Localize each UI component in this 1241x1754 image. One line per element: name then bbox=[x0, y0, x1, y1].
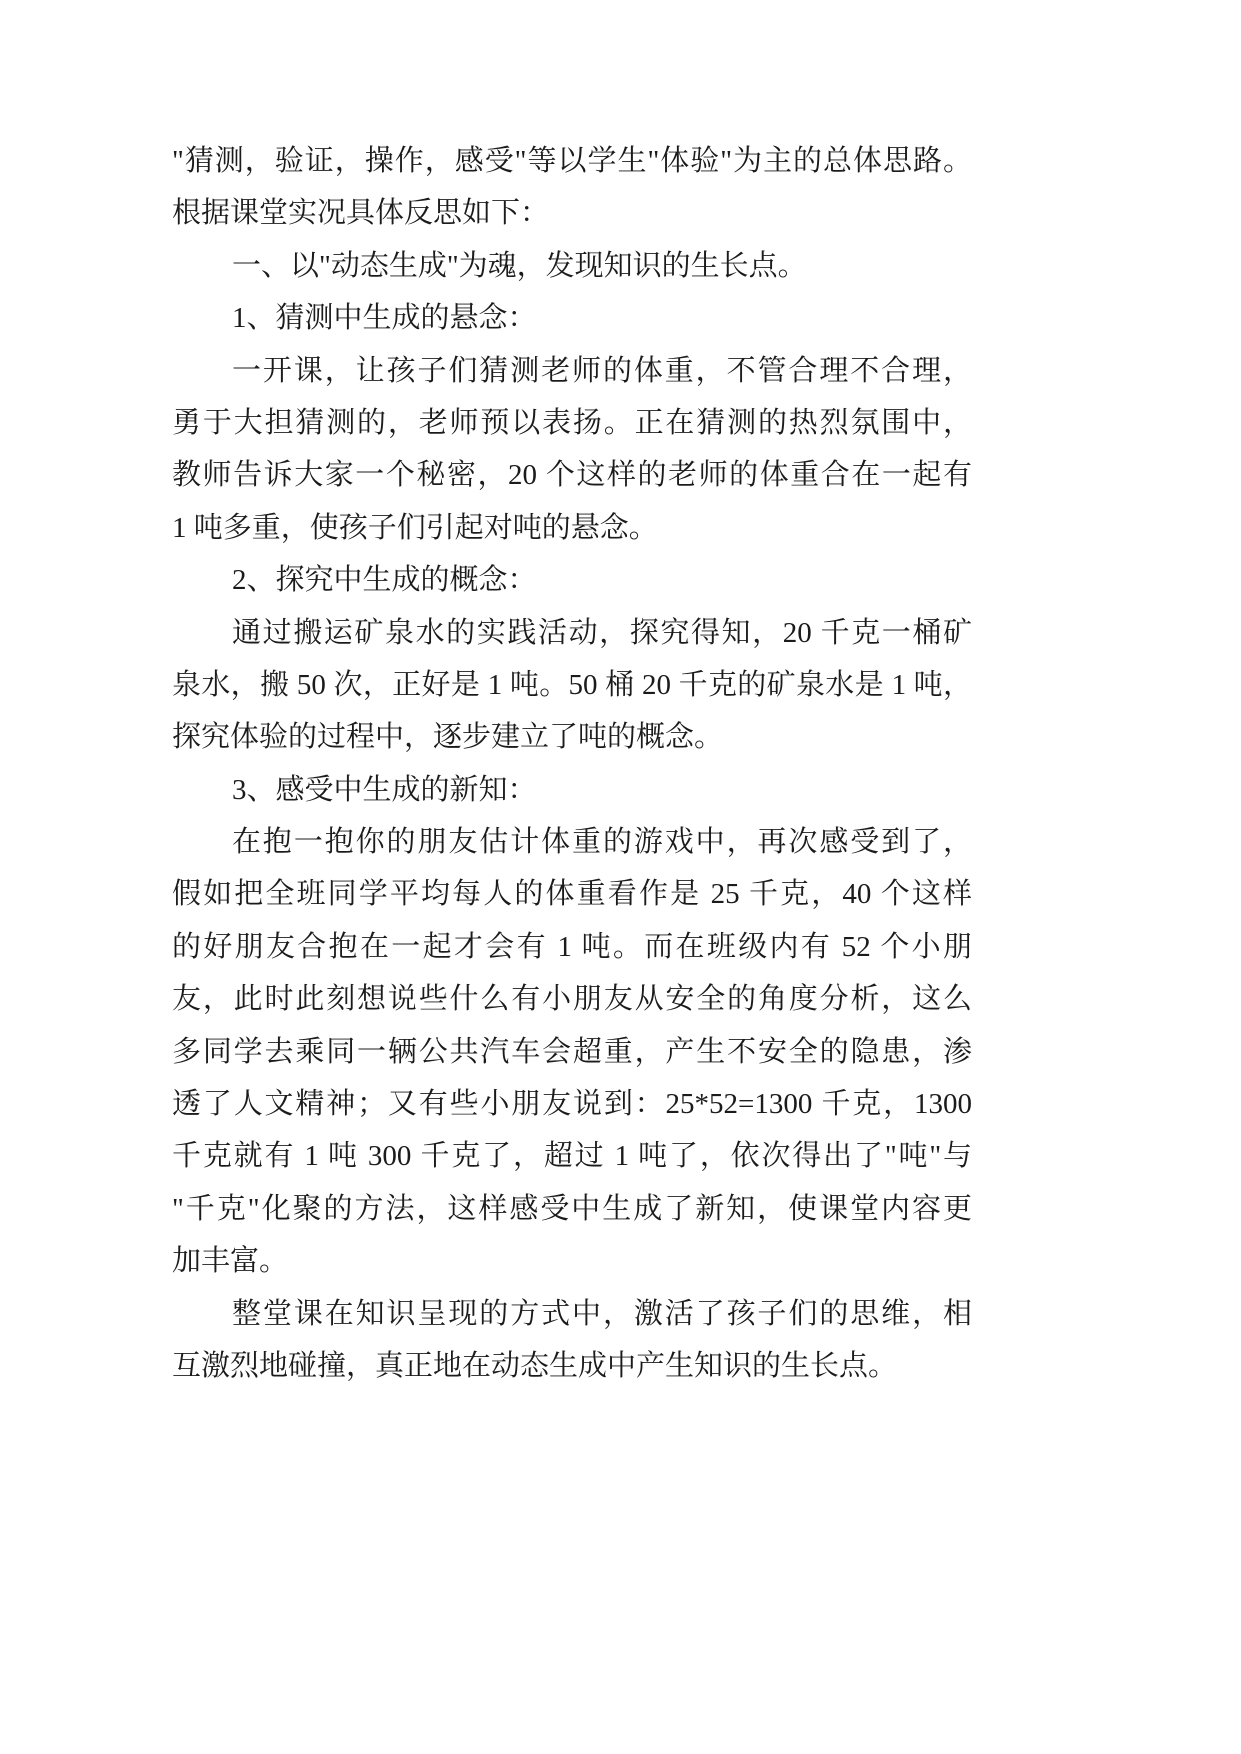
section-heading bbox=[172, 240, 972, 292]
paragraph bbox=[172, 135, 972, 240]
paragraph-line: 千克就有 1 吨 300 千克了，超过 1 吨了，依次得出了"吨"与 bbox=[172, 1140, 972, 1173]
paragraph-line: 泉水，搬 50 次，正好是 1 吨。50 桶 20 千克的矿泉水是 1 吨， bbox=[172, 668, 972, 701]
subsection-heading-text: 1、猜测中生成的悬念： bbox=[232, 302, 537, 335]
paragraph-line: 整堂课在知识呈现的方式中，激活了孩子们的思维，相 bbox=[232, 1297, 972, 1330]
paragraph-line: 透了人文精神；又有些小朋友说到：25*52=1300 千克，1300 bbox=[172, 1088, 972, 1121]
paragraph-line: "千克"化聚的方法，这样感受中生成了新知，使课堂内容更 bbox=[172, 1192, 972, 1225]
paragraph-line: 互激烈地碰撞，真正地在动态生成中产生知识的生长点。 bbox=[172, 1349, 898, 1382]
paragraph-line: 勇于大担猜测的，老师预以表扬。正在猜测的热烈氛围中， bbox=[172, 406, 972, 439]
subsection-heading bbox=[172, 292, 972, 344]
paragraph-line: 多同学去乘同一辆公共汽车会超重，产生不安全的隐患，渗 bbox=[172, 1035, 972, 1068]
paragraph-line: 探究体验的过程中，逐步建立了吨的概念。 bbox=[172, 721, 724, 754]
section-heading-text: 一、以"动态生成"为魂，发现知识的生长点。 bbox=[232, 249, 807, 282]
paragraph-line: 在抱一抱你的朋友估计体重的游戏中，再次感受到了， bbox=[232, 826, 972, 859]
paragraph-line: 假如把全班同学平均每人的体重看作是 25 千克，40 个这样 bbox=[172, 878, 972, 911]
paragraph-line: 教师告诉大家一个秘密，20 个这样的老师的体重合在一起有 bbox=[172, 459, 972, 492]
document-body bbox=[172, 135, 972, 1392]
paragraph-line: 1 吨多重，使孩子们引起对吨的悬念。 bbox=[172, 511, 658, 544]
paragraph-line: 的好朋友合抱在一起才会有 1 吨。而在班级内有 52 个小朋 bbox=[172, 930, 972, 963]
paragraph bbox=[172, 1288, 972, 1393]
subsection-heading-text: 2、探究中生成的概念： bbox=[232, 564, 537, 597]
subsection-heading-text: 3、感受中生成的新知： bbox=[232, 773, 537, 806]
paragraph-line: 友，此时此刻想说些什么有小朋友从安全的角度分析，这么 bbox=[172, 983, 972, 1016]
paragraph bbox=[172, 345, 972, 555]
paragraph-line: 一开课，让孩子们猜测老师的体重，不管合理不合理， bbox=[232, 354, 972, 387]
subsection-heading bbox=[172, 764, 972, 816]
paragraph-line: "猜测，验证，操作，感受"等以学生"体验"为主的总体思路。 bbox=[172, 145, 972, 177]
paragraph-line: 根据课堂实况具体反思如下： bbox=[172, 197, 550, 230]
paragraph-line: 加丰富。 bbox=[172, 1245, 289, 1278]
paragraph bbox=[172, 816, 972, 1288]
paragraph bbox=[172, 607, 972, 764]
paragraph-line: 通过搬运矿泉水的实践活动，探究得知，20 千克一桶矿 bbox=[232, 616, 972, 649]
subsection-heading bbox=[172, 554, 972, 606]
